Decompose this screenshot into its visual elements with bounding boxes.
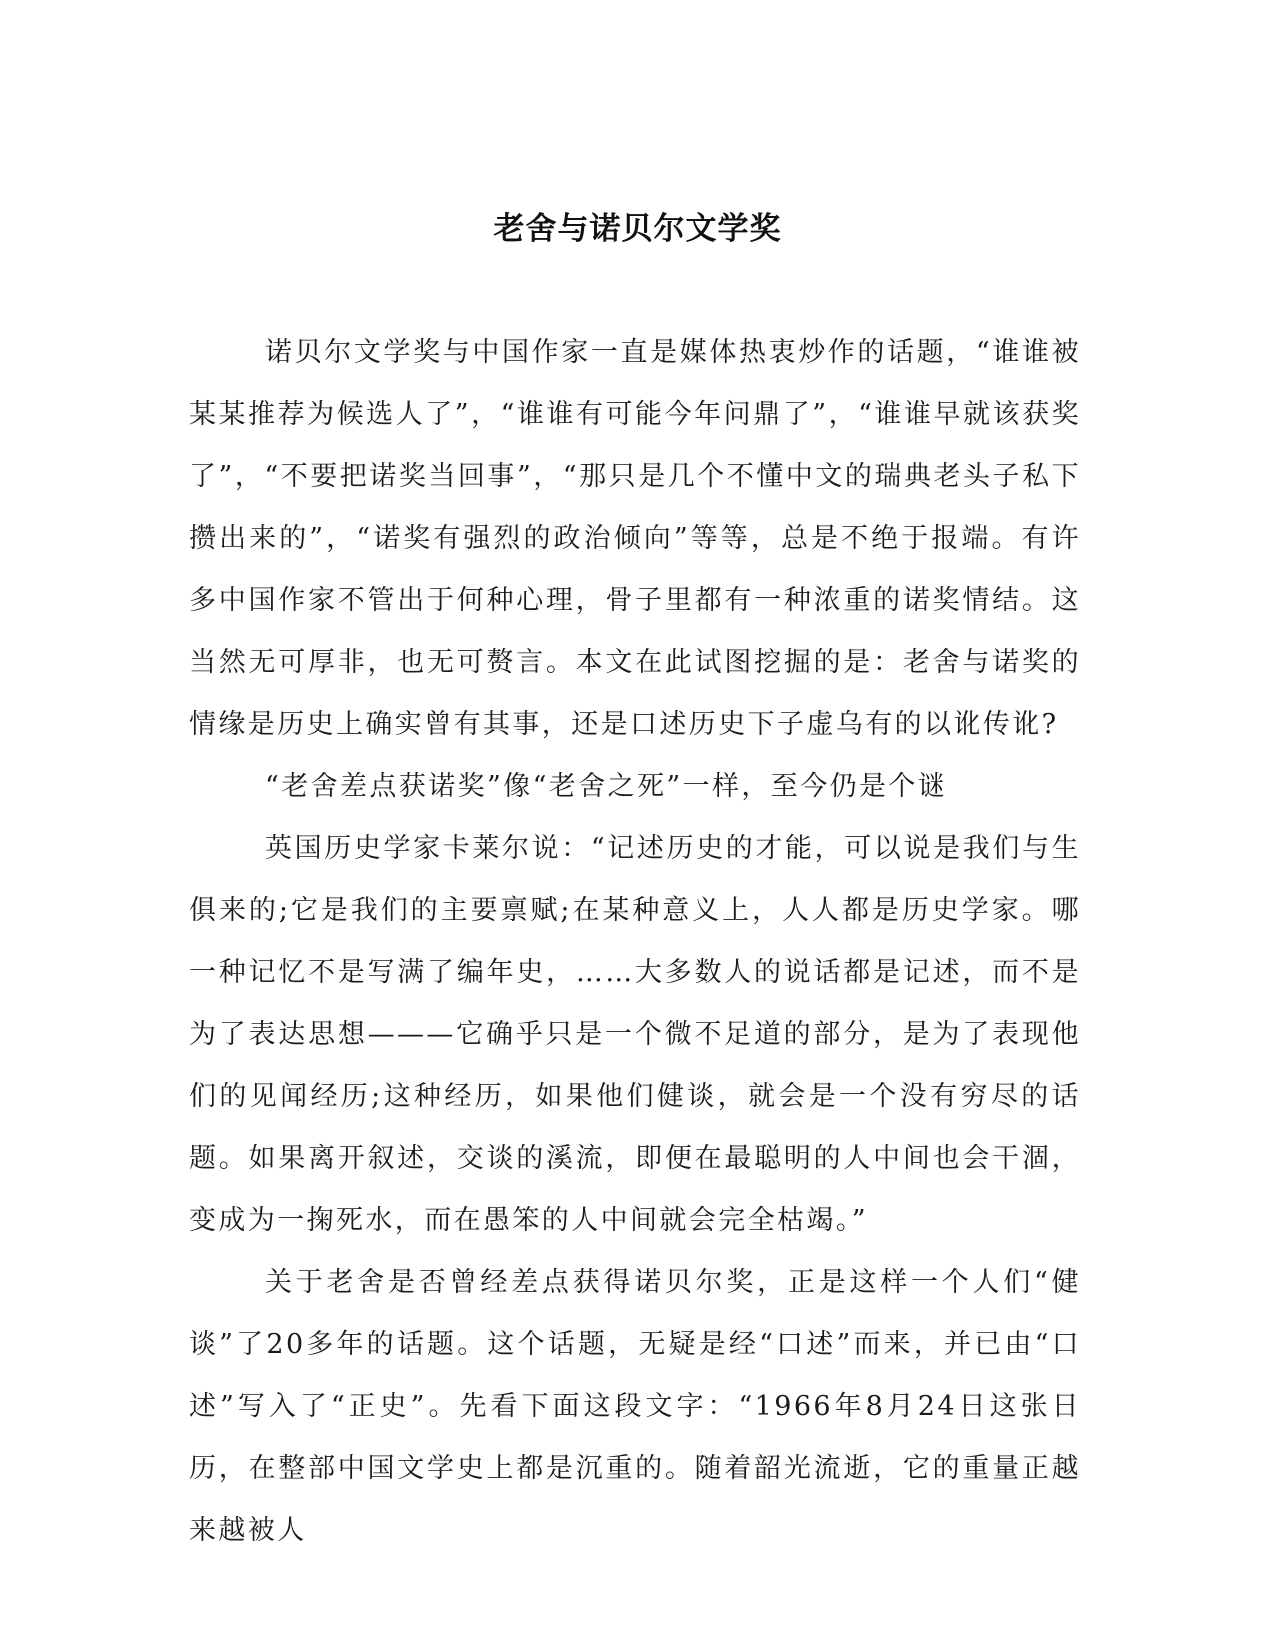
document-title: 老舍与诺贝尔文学奖 (493, 211, 782, 247)
paragraph-subheading: “老舍差点获诺奖”像“老舍之死”一样，至今仍是个谜 (265, 771, 948, 802)
document-body (189, 322, 1081, 1562)
paragraph-intro: 诺贝尔文学奖与中国作家一直是媒体热衷炒作的话题，“谁谁被某某推荐为候选人了”，“谁谁有可能今年问鼎了”，“谁谁早就该获奖了”，“不要把诺奖当回事”，“那只是几个不懂中文的瑞典老头子私下攒出来的”，“诺奖有强烈的政治倾向”等等，总是不绝于报端。有许多中国作家不管出于何种心理，骨子里都有一种浓重的诺奖情结。这当然无可厚非，也无可赘言。本文在此试图挖掘的是：老舍与诺奖的情缘是历史上确实曾有其事，还是口述历史下子虚乌有的以讹传讹? (189, 337, 1081, 740)
paragraph-carlyle-quote: 英国历史学家卡莱尔说：“记述历史的才能，可以说是我们与生俱来的;它是我们的主要禀赋;在某种意义上，人人都是历史学家。哪一种记忆不是写满了编年史，……大多数人的说话都是记述，而不是为了表达思想———它确乎只是一个微不足道的部分，是为了表现他们的见闻经历;这种经历，如果他们健谈，就会是一个没有穷尽的话题。如果离开叙述，交谈的溪流，即便在最聪明的人中间也会干涸，变成为一掬死水，而在愚笨的人中间就会完全枯竭。” (189, 833, 1081, 1236)
paragraph-nobel-topic: 关于老舍是否曾经差点获得诺贝尔奖，正是这样一个人们“健谈”了20多年的话题。这个话题，无疑是经“口述”而来，并已由“口述”写入了“正史”。先看下面这段文字：“1966年8月24日这张日历，在整部中国文学史上都是沉重的。随着韶光流逝，它的重量正越来越被人 (189, 1267, 1081, 1546)
